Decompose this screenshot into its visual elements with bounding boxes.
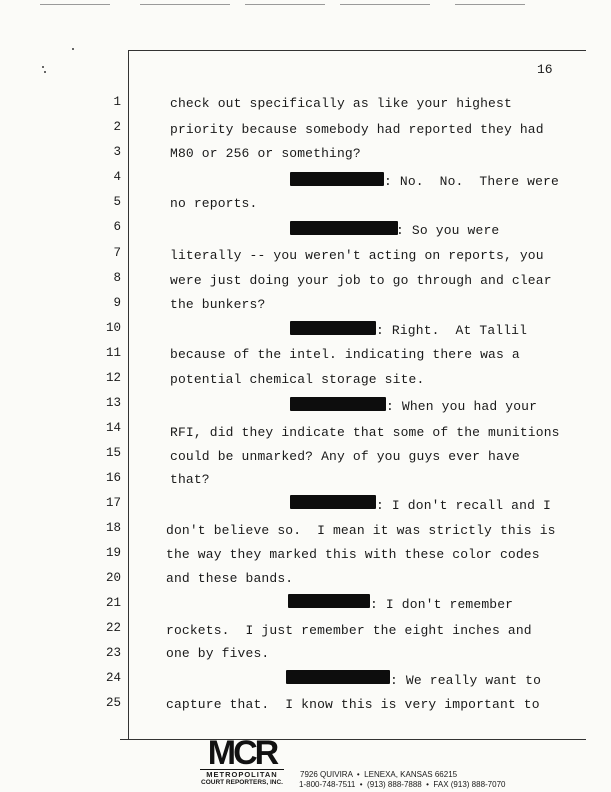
- redaction-bar: [286, 670, 390, 684]
- redaction-bar: [290, 495, 376, 509]
- transcript-line: rockets. I just remember the eight inches and: [166, 623, 532, 638]
- scan-edge-line: [140, 4, 230, 5]
- line-number: 13: [105, 396, 121, 410]
- transcript-line: could be unmarked? Any of you guys ever have: [170, 449, 520, 464]
- transcript-line: : We really want to: [390, 673, 542, 688]
- scan-speck: [44, 71, 46, 73]
- line-number: 14: [105, 421, 121, 435]
- logo-tagline: COURT REPORTERS, INC.: [201, 779, 283, 786]
- line-number: 15: [105, 446, 121, 460]
- line-number: 8: [113, 271, 121, 285]
- transcript-line: M80 or 256 or something?: [170, 146, 361, 161]
- line-number: 1: [113, 95, 121, 109]
- transcript-line: don't believe so. I mean it was strictly this is: [166, 523, 556, 538]
- redaction-bar: [290, 397, 386, 411]
- logo-name: METROPOLITAN: [200, 769, 284, 779]
- transcript-line: priority because somebody had reported they had: [170, 122, 544, 137]
- line-number: 11: [105, 346, 121, 360]
- page-frame-top: [128, 50, 586, 51]
- transcript-line: : So you were: [396, 223, 500, 238]
- transcript-line: no reports.: [170, 196, 258, 211]
- scan-edge-line: [40, 4, 110, 5]
- transcript-line: and these bands.: [166, 571, 294, 586]
- scan-edge-line: [340, 4, 430, 5]
- redaction-bar: [290, 321, 376, 335]
- line-number: 16: [105, 471, 121, 485]
- transcript-line: literally -- you weren't acting on reports, you: [170, 248, 544, 263]
- transcript-line: : Right. At Tallil: [376, 323, 528, 338]
- transcript-line: one by fives.: [166, 646, 270, 661]
- line-number: 18: [105, 521, 121, 535]
- transcript-line: : No. No. There were: [384, 174, 559, 189]
- footer-address: 7926 QUIVIRA • LENEXA, KANSAS 66215: [300, 770, 458, 779]
- line-number: 7: [113, 246, 121, 260]
- redaction-bar: [288, 594, 370, 608]
- transcript-line: capture that. I know this is very important to: [166, 697, 540, 712]
- transcript-line: the way they marked this with these color codes: [166, 547, 540, 562]
- line-number: 20: [105, 571, 121, 585]
- line-number: 10: [105, 321, 121, 335]
- logo-mark: MCR: [207, 734, 277, 772]
- transcript-line: : I don't recall and I: [376, 498, 551, 513]
- line-number: 22: [105, 621, 121, 635]
- line-number: 23: [105, 646, 121, 660]
- scan-speck: [72, 48, 74, 50]
- scan-edge-line: [455, 4, 525, 5]
- transcript-line: because of the intel. indicating there was a: [170, 347, 520, 362]
- transcript-line: were just doing your job to go through and clear: [170, 273, 552, 288]
- line-number: 6: [113, 220, 121, 234]
- line-number: 17: [105, 496, 121, 510]
- line-number: 3: [113, 145, 121, 159]
- transcript-line: RFI, did they indicate that some of the munitions: [170, 425, 560, 440]
- line-number: 4: [113, 170, 121, 184]
- transcript-line: : When you had your: [386, 399, 538, 414]
- redaction-bar: [290, 172, 384, 186]
- line-number: 19: [105, 546, 121, 560]
- line-number: 9: [113, 296, 121, 310]
- transcript-line: potential chemical storage site.: [170, 372, 425, 387]
- footer-phones: 1-800-748-7511 • (913) 888-7888 • FAX (913) 888-7070: [299, 780, 506, 789]
- company-logo: [200, 734, 284, 786]
- page-number: 16: [537, 62, 553, 77]
- transcript-line: check out specifically as like your highest: [170, 96, 512, 111]
- transcript-line: the bunkers?: [170, 297, 266, 312]
- line-number: 24: [105, 671, 121, 685]
- line-number: 25: [105, 696, 121, 710]
- line-number: 21: [105, 596, 121, 610]
- line-number: 12: [105, 371, 121, 385]
- redaction-bar: [290, 221, 398, 235]
- page-frame-left: [128, 50, 129, 739]
- scan-speck: [42, 66, 44, 68]
- line-number: 2: [113, 120, 121, 134]
- transcript-line: that?: [170, 472, 210, 487]
- scan-edge-line: [245, 4, 325, 5]
- transcript-line: : I don't remember: [370, 597, 514, 612]
- line-number: 5: [113, 195, 121, 209]
- page-frame-bottom: [120, 739, 586, 740]
